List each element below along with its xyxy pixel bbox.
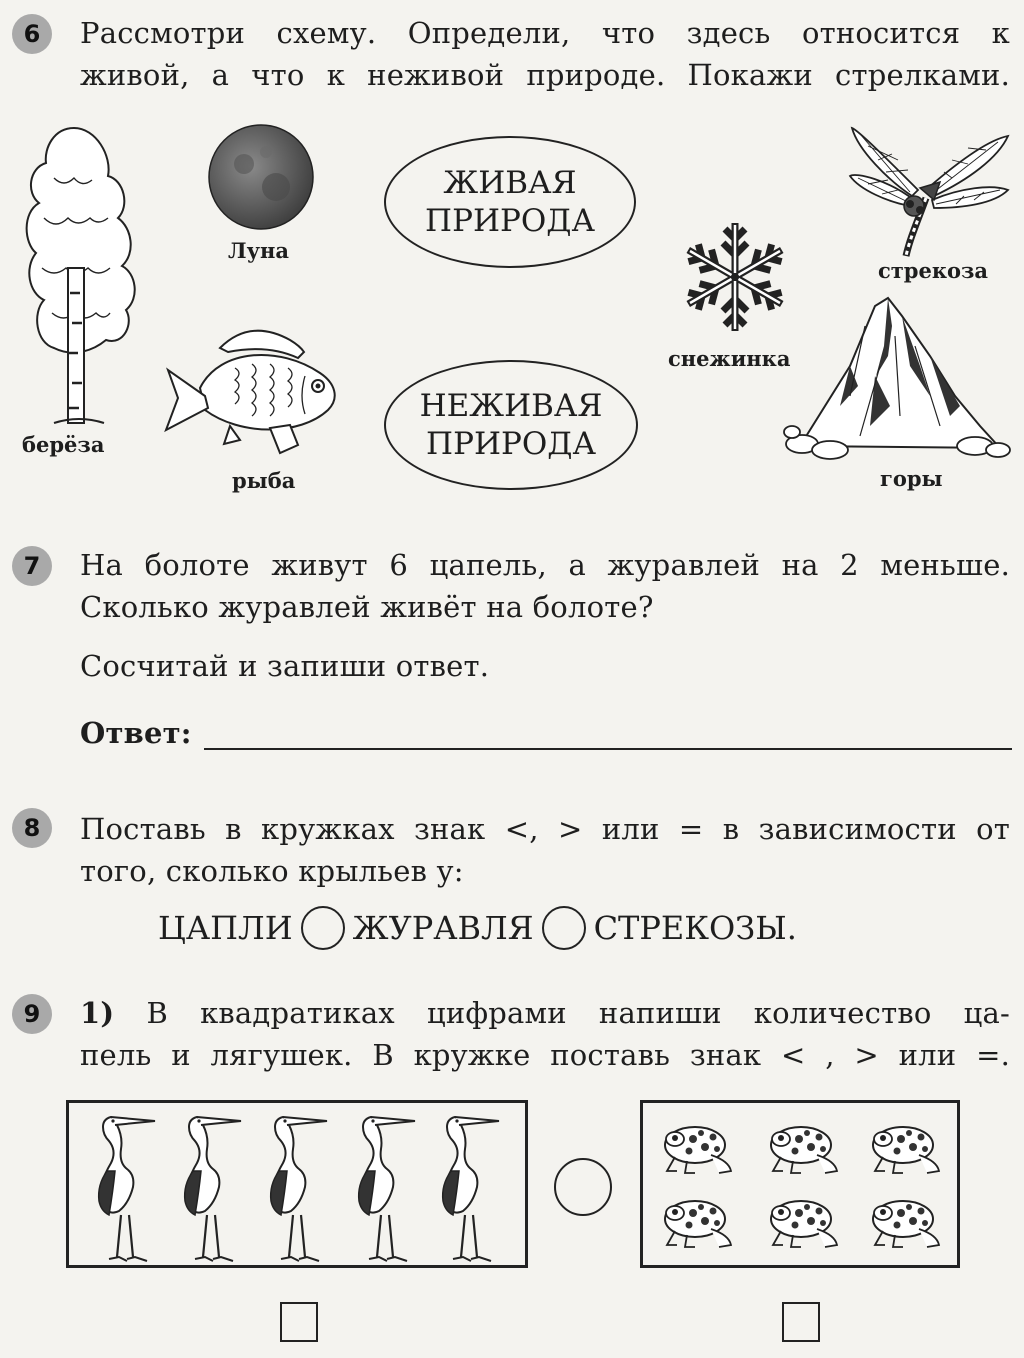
frogs-group xyxy=(643,1103,957,1265)
task6-line1: Рассмотри схему. Определи, что здесь относится к xyxy=(80,16,1010,50)
answer-input-line[interactable] xyxy=(204,712,1012,750)
caption-moon: Луна xyxy=(228,238,289,263)
word-heron: ЦАПЛИ xyxy=(158,909,293,947)
answer-label: Ответ: xyxy=(80,716,192,750)
task7-instruction: Сосчитай и запиши ответ. xyxy=(80,649,490,683)
compare-circle-2[interactable] xyxy=(542,906,586,950)
task-number-badge: 6 xyxy=(12,14,52,54)
task9-text xyxy=(80,992,1010,1076)
herons-group xyxy=(69,1103,525,1265)
task-number-badge: 9 xyxy=(12,994,52,1034)
task7-line2: Сколько журавлей живёт на болоте? xyxy=(80,590,654,624)
oval-living-line1: ЖИВАЯ xyxy=(443,165,577,201)
caption-dragonfly: стрекоза xyxy=(878,258,989,283)
word-dragonfly: СТРЕКОЗЫ. xyxy=(593,909,797,947)
task8-line2: того, сколько крыльев у: xyxy=(80,854,464,888)
frogs-count-square[interactable] xyxy=(782,1302,820,1342)
frogs-frame xyxy=(640,1100,960,1268)
mountains-illustration xyxy=(780,286,1012,462)
oval-living-nature[interactable] xyxy=(384,136,636,268)
caption-birch: берёза xyxy=(22,432,105,457)
task6-text xyxy=(80,12,1010,96)
task-number-badge: 8 xyxy=(12,808,52,848)
compare-circle-1[interactable] xyxy=(301,906,345,950)
oval-living-line2: ПРИРОДА xyxy=(425,203,595,239)
herons-count-square[interactable] xyxy=(280,1302,318,1342)
compare-circle-herons-frogs[interactable] xyxy=(554,1158,612,1216)
task-number-badge: 7 xyxy=(12,546,52,586)
task7-line1: На болоте живут 6 цапель, а журавлей на 2 меньше. xyxy=(80,548,1010,582)
caption-mountains: горы xyxy=(880,466,943,491)
task9-line1-text: В квадратиках цифрами напиши количество ца- xyxy=(146,996,1010,1030)
birch-tree-illustration xyxy=(14,118,144,430)
caption-snowflake: снежинка xyxy=(668,346,791,371)
oval-nonliving-nature[interactable] xyxy=(384,360,638,490)
wings-comparison-row xyxy=(158,906,797,950)
task9-line2: пель и лягушек. В кружке поставь знак < , > или =. xyxy=(80,1038,1010,1072)
task9-subpart: 1) xyxy=(80,996,115,1030)
task9-line1 xyxy=(80,992,1010,1034)
oval-nonliving-line1: НЕЖИВАЯ xyxy=(419,388,603,424)
dragonfly-illustration xyxy=(848,120,1012,260)
oval-nonliving-line2: ПРИРОДА xyxy=(426,426,596,462)
caption-fish: рыба xyxy=(232,468,296,493)
task8-text xyxy=(80,808,1010,892)
fish-illustration xyxy=(160,318,348,460)
herons-frame xyxy=(66,1100,528,1268)
word-crane: ЖУРАВЛЯ xyxy=(352,909,534,947)
task8-line1: Поставь в кружках знак <, > или = в зависимости от xyxy=(80,812,1010,846)
task6-line2: живой, а что к неживой природе. Покажи стрелками. xyxy=(80,58,1010,92)
snowflake-illustration xyxy=(676,218,794,336)
moon-illustration xyxy=(206,122,316,232)
task7-text xyxy=(80,544,1010,628)
